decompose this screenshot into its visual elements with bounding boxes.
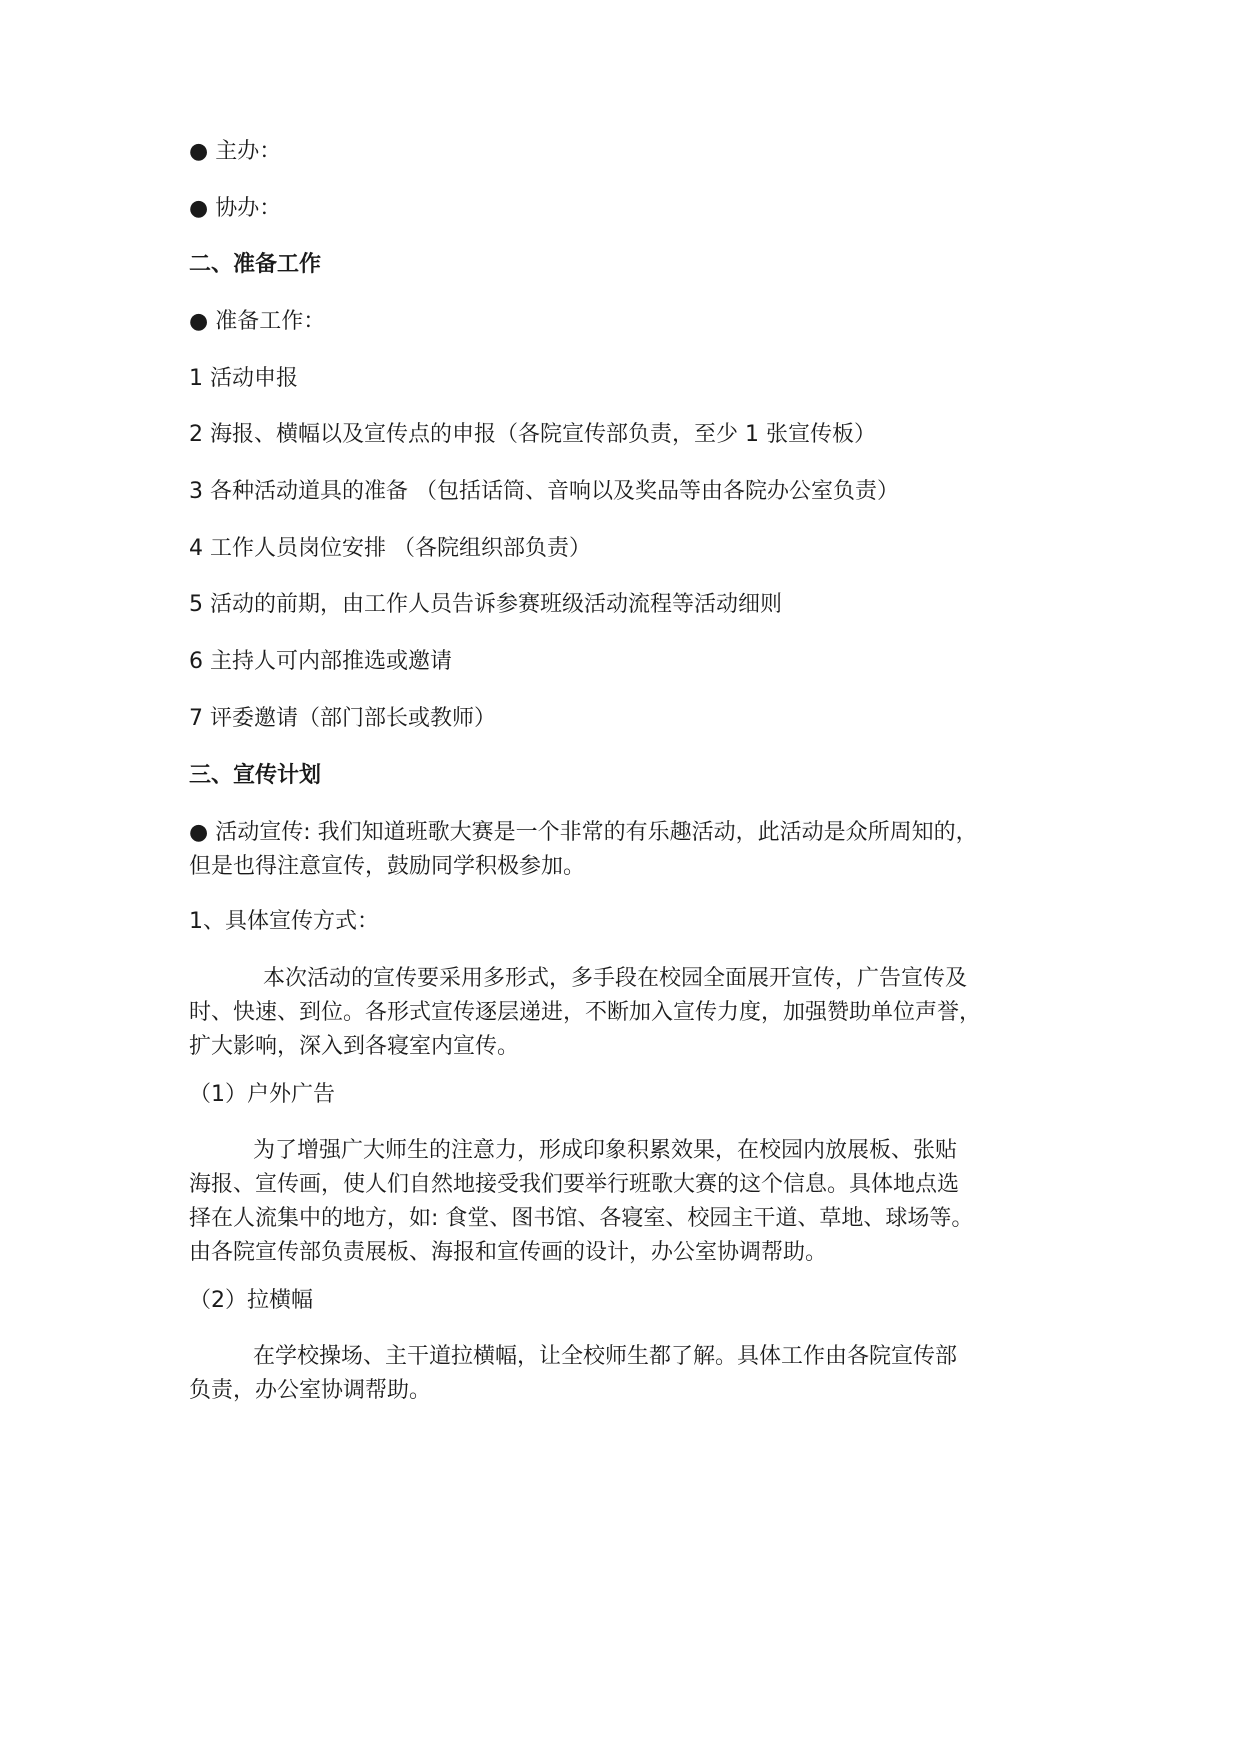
prep-item-3: 3 各种活动道具的准备 （包括话筒、音响以及奖品等由各院办公室负责） xyxy=(189,479,899,504)
prep-item-5: 5 活动的前期，由工作人员告诉参赛班级活动流程等活动细则 xyxy=(189,592,782,617)
section-2-heading: 二、准备工作 xyxy=(189,252,322,277)
co-organizer-line: ● 协办： xyxy=(189,196,282,221)
banner-heading: （2）拉横幅 xyxy=(189,1288,313,1313)
outdoor-line-1: 为了增强广大师生的注意力，形成印象积累效果，在校园内放展板、张贴 xyxy=(253,1138,958,1163)
promo-bullet-line-2: 但是也得注意宣传，鼓励同学积极参加。 xyxy=(189,854,586,879)
outdoor-paragraph xyxy=(189,1134,1069,1270)
promo-bullet-line-1: ● 活动宣传: 我们知道班歌大赛是一个非常的有乐趣活动，此活动是众所周知的， xyxy=(189,820,978,845)
method-line-2: 时、快速、到位。各形式宣传逐层递进，不断加入宣传力度，加强赞助单位声誉， xyxy=(189,1000,982,1025)
outdoor-line-2: 海报、宣传画，使人们自然地接受我们要举行班歌大赛的这个信息。具体地点选 xyxy=(189,1172,960,1197)
banner-line-1: 在学校操场、主干道拉横幅，让全校师生都了解。具体工作由各院宣传部 xyxy=(253,1344,958,1369)
method-paragraph xyxy=(189,962,1069,1064)
banner-line-2: 负责，办公室协调帮助。 xyxy=(189,1378,432,1403)
section-3-heading: 三、宣传计划 xyxy=(189,763,322,788)
promo-bullet-paragraph xyxy=(189,816,1069,884)
banner-paragraph xyxy=(189,1340,1069,1408)
prep-item-4: 4 工作人员岗位安排 （各院组织部负责） xyxy=(189,536,591,561)
outdoor-line-4: 由各院宣传部负责展板、海报和宣传画的设计，办公室协调帮助。 xyxy=(189,1240,828,1265)
prep-item-6: 6 主持人可内部推选或邀请 xyxy=(189,649,452,674)
prep-bullet: ● 准备工作： xyxy=(189,309,326,334)
outdoor-heading: （1）户外广告 xyxy=(189,1082,335,1107)
prep-item-1: 1 活动申报 xyxy=(189,366,298,391)
outdoor-line-3: 择在人流集中的地方，如: 食堂、图书馆、各寝室、校园主干道、草地、球场等。 xyxy=(189,1206,974,1231)
prep-item-7: 7 评委邀请（部门部长或教师） xyxy=(189,706,496,731)
method-line-1: 本次活动的宣传要采用多形式，多手段在校园全面展开宣传，广告宣传及 xyxy=(263,966,968,991)
organizer-line: ● 主办： xyxy=(189,139,282,164)
method-heading: 1、具体宣传方式： xyxy=(189,909,379,934)
prep-item-2: 2 海报、横幅以及宣传点的申报（各院宣传部负责，至少 1 张宣传板） xyxy=(189,422,876,447)
method-line-3: 扩大影响，深入到各寝室内宣传。 xyxy=(189,1034,520,1059)
